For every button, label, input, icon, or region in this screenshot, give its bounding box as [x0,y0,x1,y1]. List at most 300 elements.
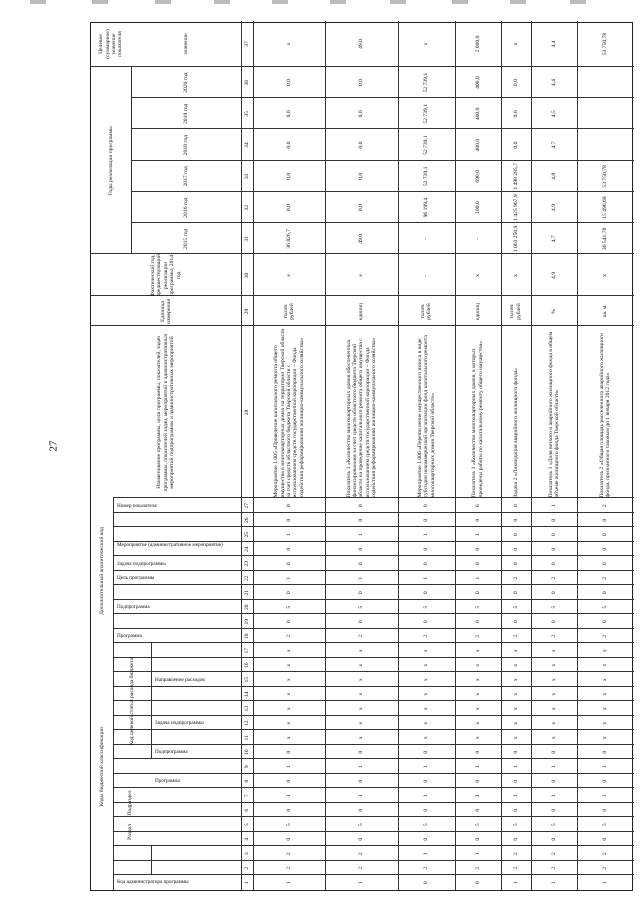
header-unit: Единица измерения [159,299,172,324]
code-cell: 1 [423,794,430,798]
code-cell: x [602,707,609,711]
code-cell: 1 [285,765,292,769]
row-year-value: 4,4 [550,79,557,87]
grid-line [113,644,114,891]
code-cell: 0 [358,808,365,812]
code-cell: x [358,736,365,740]
header-dop-podprogramma: Подпрограмма [117,604,150,611]
code-cell: 1 [602,794,609,798]
header-cel: Цель программы [117,575,155,582]
code-cell: 5 [512,823,519,827]
row-year-value: 0,0 [285,79,292,87]
code-cell: 0 [285,518,292,522]
page-number: 27 [47,440,60,452]
row-name: Показатель 1 «Количество многоквартирных домов обеспеченных финансированием за счет средств областного бюджета Тверской области на проведение капитального ремонта общего имущества с использованием средств государственной корпорации – Фонда содействия реформированию жилищно-коммунального хозяйства» [345,337,378,498]
code-cell: 1 [474,794,481,798]
code-cell: x [358,678,365,682]
row-target-value: 53 750,78 [602,32,609,56]
code-cell: 1 [285,576,292,580]
code-cell: x [285,649,292,653]
code-cell: 5 [512,605,519,609]
code-cell: 0 [602,547,609,551]
column-number: 19 [243,618,250,625]
row-year-value: 0,0 [512,79,519,87]
row-year-value: 1 425 967,9 [512,194,519,221]
column-number: 37 [243,41,250,47]
code-cell: 2 [474,634,481,638]
column-number: 21 [243,589,250,596]
code-cell: 0 [285,504,292,508]
code-cell: x [285,663,292,667]
code-cell: 5 [285,605,292,609]
code-cell: 0 [423,547,430,551]
column-number: 4 [243,837,250,841]
code-cell: 2 [358,852,365,856]
row-target-value: х [285,42,292,46]
code-cell: x [423,649,430,653]
row-year-value: 36 826,7 [285,229,292,249]
code-cell: x [358,721,365,725]
code-cell: 0 [512,518,519,522]
row-name: Мероприятие 1.005 «Проведение капитального ремонта общего имущества в многоквартирных домах на территории Тверской области за счет средств областного бюджета Тверской области с использованием средств государственной корпорации – Фонда содействия реформированию жилищно-коммунального хозяйства» [273,328,305,498]
code-cell: 5 [358,605,365,609]
code-cell: 0 [512,533,519,537]
code-cell: 0 [423,779,430,783]
column-number: 36 [243,79,250,86]
code-cell: 0 [358,562,365,566]
code-cell: 2 [602,852,609,856]
code-cell: 0 [474,620,481,624]
code-cell: 0 [474,547,481,551]
row-unit: тысяч рублей [419,303,433,320]
column-number: 6 [243,808,250,812]
code-cell: 1 [550,794,557,798]
code-cell: 1 [358,765,365,769]
code-cell: 1 [423,533,430,537]
code-cell: x [474,678,481,682]
column-number: 10 [243,749,250,756]
code-cell: 0 [285,779,292,783]
row-year-value: 0,0 [358,172,365,180]
column-number: 35 [243,111,250,117]
header-podprogramma: Подпрограмма [155,749,188,756]
code-cell: 2 [602,504,609,508]
header-year-2015: 2015 год [182,228,189,249]
code-cell: 1 [285,881,292,885]
code-cell: 2 [285,852,292,856]
row-target-value: х [512,42,519,46]
code-cell: 0 [358,620,365,624]
row-target-value: 2 000,0 [474,35,481,53]
code-cell: 0 [285,808,292,812]
code-cell: x [550,692,557,696]
code-cell: x [358,707,365,711]
code-cell: 0 [602,837,609,841]
code-cell: 0 [602,562,609,566]
row-year-value [577,67,634,98]
row-year-value: 96 199,4 [423,197,430,218]
column-number: 13 [243,705,250,712]
code-cell: 0 [423,518,430,522]
header-meropriyatie: Мероприятие (административное мероприятие) [117,542,223,549]
code-cell: x [285,736,292,740]
header-dop-programma: Программа [117,633,142,640]
row-year-value: 52 739,1 [423,72,430,93]
row-unit: тысяч рублей [282,303,296,320]
code-cell: x [285,721,292,725]
code-cell: 0 [550,547,557,551]
code-cell: x [474,736,481,740]
code-cell: 0 [602,533,609,537]
code-cell: 0 [550,518,557,522]
code-cell: 1 [358,576,365,580]
header-napravlenie: Направление расходов [155,677,205,683]
code-cell: x [474,649,481,653]
header-year-2017: 2017 год [182,166,189,187]
code-cell: 1 [285,533,292,537]
header-zadacha-mer: Задача подпрограммы [117,561,166,567]
code-cell: 2 [512,576,519,580]
code-cell: x [512,692,519,696]
code-cell: 0 [285,591,292,595]
code-cell: x [423,736,430,740]
code-cell: 2 [550,866,557,870]
code-cell: 0 [602,779,609,783]
code-cell: 0 [602,591,609,595]
code-cell: 1 [550,504,557,508]
code-cell: x [285,678,292,682]
header-years-title: Годы реализации программы [107,126,114,196]
code-cell: 1 [285,794,292,798]
code-cell: 2 [550,576,557,580]
code-cell: 1 [358,881,365,885]
row-year-value: 690,0 [474,170,481,183]
code-cell: 0 [550,837,557,841]
row-year-value: 0,0 [285,204,292,212]
code-cell: x [423,707,430,711]
code-cell: 5 [474,605,481,609]
code-cell: 0 [285,750,292,754]
code-cell: 2 [512,852,519,856]
code-cell: 1 [358,794,365,798]
code-cell: 5 [602,605,609,609]
column-number: 30 [243,272,250,279]
header-target-sub: значение [182,33,189,55]
code-cell: 0 [512,504,519,508]
code-cell: 0 [550,750,557,754]
row-year-value: 400,0 [474,107,481,121]
header-name: Наименование программы, цели программы, показателей, задач программы, показателей задач, мероприятий и административных мероприятий подпрограммы и административных мероприятий [156,333,176,492]
code-cell: 1 [474,765,481,769]
code-cell: 0 [474,808,481,812]
row-target-value: 4,4 [550,40,557,48]
code-cell: 2 [285,866,292,870]
code-cell: x [423,692,430,696]
code-cell: 1 [512,765,519,769]
row-unit: единиц [474,302,481,321]
column-number: 1 [243,881,250,885]
row-year-value: 4,9 [550,204,557,212]
row-unit: единиц [358,302,365,321]
column-number: 9 [243,765,250,769]
code-cell: 2 [602,634,609,638]
code-cell: x [474,721,481,725]
code-cell: 5 [474,823,481,827]
code-cell: 0 [423,562,430,566]
row-unit: кв. м [602,305,609,318]
header-year-2018: 2018 год [182,135,189,156]
code-cell: 0 [358,518,365,522]
header-year-2016: 2016 год [182,197,189,218]
row-base-value: - [423,274,430,277]
code-cell: 0 [602,808,609,812]
column-number: 33 [243,173,250,180]
code-cell: 0 [358,837,365,841]
code-cell: 0 [512,808,519,812]
row-year-value: 52 739,1 [423,104,430,124]
column-number: 32 [243,204,250,211]
row-base-value: х [474,274,481,277]
code-cell: 0 [358,750,365,754]
row-year-value: 0,0 [358,204,365,212]
code-cell: 0 [358,779,365,783]
code-cell: 0 [550,533,557,537]
code-cell: 1 [474,533,481,537]
code-cell: 0 [423,750,430,754]
code-cell: 1 [423,576,430,580]
code-cell: x [285,707,292,711]
column-number: 34 [243,142,250,148]
code-cell: x [550,707,557,711]
row-name: Показатель 1 «Количество многоквартирных домов, в которых проведены работы по капитальному ремонту общего имущества» [471,340,484,498]
code-cell: 0 [423,504,430,508]
column-number: 25 [243,531,250,538]
code-cell: 2 [512,866,519,870]
column-number: 3 [243,852,250,856]
code-cell: x [285,692,292,696]
row-year-value: - [423,237,430,240]
code-cell: x [550,649,557,653]
row-year-value: 1 498 285,7 [512,163,519,190]
code-cell: 2 [358,866,365,870]
code-cell: 0 [423,881,430,885]
code-cell: x [474,663,481,667]
budget-program-table [90,22,633,891]
column-number: 31 [243,236,250,242]
column-number: 24 [243,546,250,553]
row-year-value: 4,7 [550,235,557,243]
code-cell: 0 [550,808,557,812]
code-cell: 0 [423,591,430,595]
row-year-value: 400,0 [474,76,481,89]
code-cell: 2 [602,866,609,870]
code-cell: 0 [285,620,292,624]
code-cell: 0 [602,518,609,522]
code-cell: 0 [550,620,557,624]
row-year-value: 0,0 [285,172,292,180]
column-number: 5 [243,823,250,827]
row-year-value: 4,5 [550,110,557,118]
row-name: Задача 2 «Ликвидация аварийного жилищного фонда» [512,367,519,498]
code-cell: 0 [358,504,365,508]
code-cell: 2 [285,634,292,638]
code-cell: x [512,721,519,725]
top-scan-marks [0,0,640,6]
column-number: 29 [243,308,250,315]
code-cell: 1 [474,576,481,580]
row-year-value: 4,8 [550,172,557,180]
row-year-value: 4,7 [550,141,557,149]
code-cell: 0 [512,779,519,783]
header-target-code: Код целевой статьи расхода бюджета [128,657,135,746]
code-cell: 0 [358,591,365,595]
code-cell: x [423,721,430,725]
code-cell: x [602,692,609,696]
code-cell: x [423,678,430,682]
code-cell: 2 [602,576,609,580]
code-cell: 0 [602,620,609,624]
code-cell: 2 [512,634,519,638]
row-year-value: 0,0 [358,141,365,149]
row-base-value: 4,9 [550,272,557,279]
header-target: Целевое (суммарное) значение показателя [98,29,124,59]
row-target-value: 49,0 [358,39,365,49]
header-podrazdel: Подраздел [126,790,133,816]
column-number: 8 [243,779,250,783]
header-budget-codes: Коды бюджетной классификации [98,727,105,807]
code-cell: 1 [474,852,481,856]
code-cell: 1 [550,765,557,769]
grid-line [151,847,152,876]
code-cell: 0 [423,808,430,812]
column-number: 2 [243,866,250,870]
header-additional-code: Дополнительный аналитический код [98,527,105,615]
code-cell: x [512,736,519,740]
column-number: 14 [243,691,250,698]
row-year-value: 0,0 [512,141,519,149]
code-cell: x [550,721,557,725]
code-cell: x [512,663,519,667]
code-cell: x [474,707,481,711]
row-base-value: х [512,274,519,277]
row-year-value: 0,0 [358,110,365,118]
row-year-value: - [474,237,481,240]
code-cell: 2 [550,852,557,856]
row-year-value: 0,0 [285,141,292,149]
row-year-value: 1 063 250,9 [512,225,519,253]
row-name: Показатель 2 «Общая площадь расселенного аварийного жилищного фонда, признанного таковым до 1 января 2012 года» [599,333,612,498]
code-cell: 0 [285,562,292,566]
column-number: 20 [243,604,250,611]
grid-line [151,644,152,760]
column-number: 11 [243,735,250,741]
header-admin-code: Код администратора программы [117,879,189,885]
row-name: Мероприятие 1.006 «Перечисление имущественного взноса в виде субсидии некоммерческой организации фонд капитального ремонта многоквартирных домов Тверской области» [416,335,436,498]
code-cell: 0 [474,750,481,754]
code-cell: 0 [423,837,430,841]
code-cell: x [358,649,365,653]
code-cell: 5 [423,605,430,609]
code-cell: 1 [602,765,609,769]
code-cell: 6 [474,504,481,508]
code-cell: 1 [512,881,519,885]
row-year-value: 0,0 [512,110,519,118]
row-year-value: 36 541,78 [602,227,609,251]
row-target-value: х [423,42,430,46]
code-cell: 1 [423,852,430,856]
code-cell: x [358,692,365,696]
code-cell: 1 [423,765,430,769]
column-number: 16 [243,662,250,669]
code-cell: 0 [423,620,430,624]
code-cell: 0 [550,591,557,595]
code-cell: 2 [358,634,365,638]
grid-line [113,499,114,644]
column-number: 12 [243,720,250,727]
table-frame [90,22,633,891]
row-year-value: 0,0 [358,79,365,87]
row-year-value: 53 750,78 [602,165,609,188]
row-year-value: 49,0 [358,233,365,244]
code-cell: 5 [285,823,292,827]
code-cell: x [550,736,557,740]
code-cell: 1 [512,794,519,798]
code-cell: x [512,678,519,682]
row-name: Показатель 1 «Доля ветхого и аварийного жилищного фонда в общем объеме жилищного фонда Тверской области» [547,331,560,498]
code-cell: 0 [512,591,519,595]
code-cell: 2 [550,634,557,638]
code-cell: 0 [512,562,519,566]
code-cell: 1 [602,881,609,885]
code-cell: 0 [602,750,609,754]
code-cell: 2 [474,866,481,870]
row-year-value: 400,0 [474,138,481,152]
code-cell: 0 [512,620,519,624]
code-cell: x [602,736,609,740]
code-cell: 0 [512,547,519,551]
code-cell: 0 [285,837,292,841]
code-cell: 5 [550,823,557,827]
code-cell: 5 [550,605,557,609]
code-cell: x [602,678,609,682]
row-base-value: х [285,274,292,277]
code-cell: x [602,649,609,653]
code-cell: x [358,663,365,667]
column-number: 18 [243,633,250,640]
row-base-value: х [602,274,609,277]
column-number: 15 [243,676,250,683]
code-cell: 0 [474,837,481,841]
code-cell: 0 [512,750,519,754]
code-cell: 5 [423,823,430,827]
column-number: 23 [243,560,250,567]
code-cell: 5 [602,823,609,827]
code-cell: x [602,663,609,667]
column-number: 22 [243,575,250,582]
row-year-value: 15 496,69 [602,196,609,219]
code-cell: 0 [474,881,481,885]
code-cell: 0 [550,562,557,566]
code-cell: 2 [423,866,430,870]
column-number: 27 [243,502,250,509]
code-cell: x [512,649,519,653]
code-cell: 0 [474,518,481,522]
header-zadacha: Задача подпрограммы [155,720,204,727]
code-cell: 0 [474,591,481,595]
column-number: 17 [243,647,250,654]
code-cell: x [550,678,557,682]
code-cell: 0 [512,837,519,841]
